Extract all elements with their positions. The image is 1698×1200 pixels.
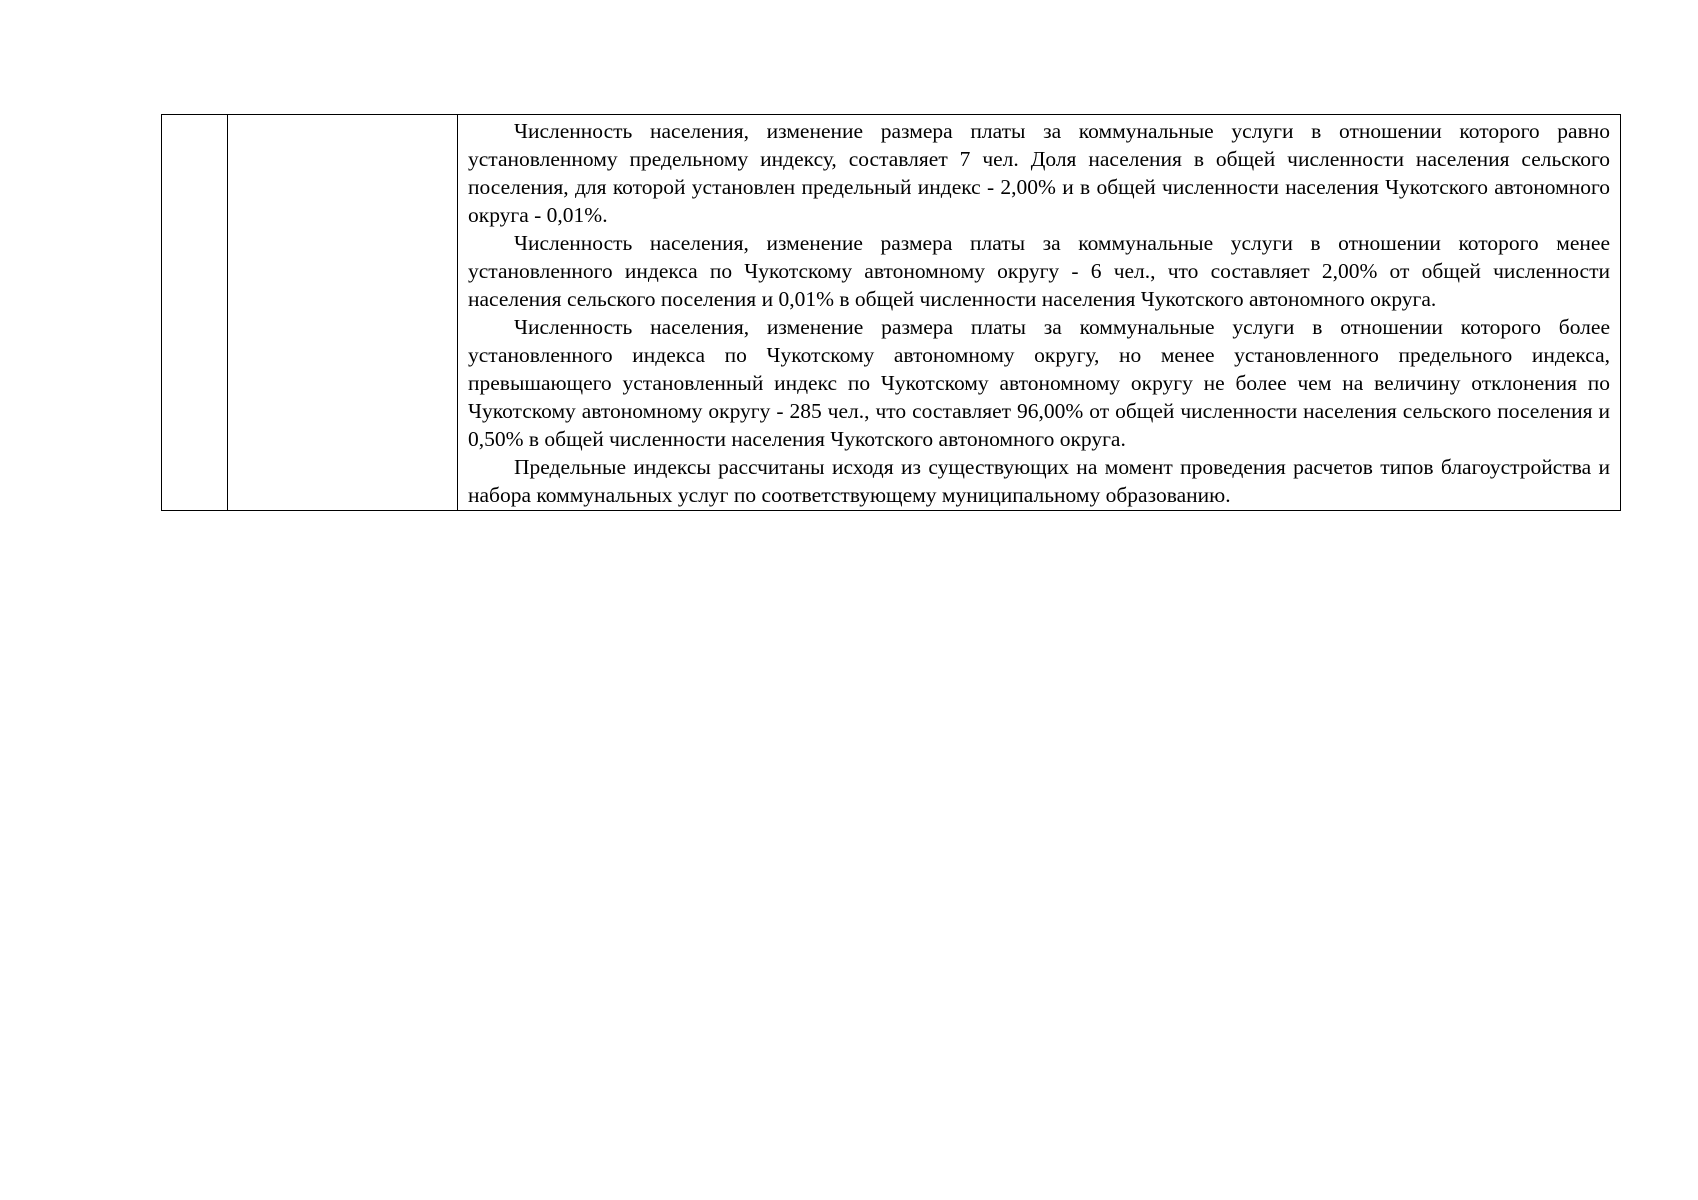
row-number-cell	[162, 115, 228, 511]
paragraph-index-basis: Предельные индексы рассчитаны исходя из существующих на момент проведения расчетов типов благоустройства и набора коммунальных услуг по соответствующему муниципальному образованию.	[468, 455, 1610, 507]
row-name-cell	[228, 115, 458, 511]
paragraph-above-index: Численность населения, изменение размера платы за коммунальные услуги в отношении которого более установленного индекса по Чукотскому автономному округу, но менее установленного предельного индекса, превышающего установленный индекс по Чукотскому автономному округу не более чем на величину отклонения по Чукотскому автономному округу - 285 чел., что составляет 96,00% от общей численности населения сельского поселения и 0,50% в общей численности населения Чукотского автономного округа.	[468, 315, 1610, 451]
paragraph-below-index: Численность населения, изменение размера платы за коммунальные услуги в отношении которого менее установленного индекса по Чукотскому автономному округу - 6 чел., что составляет 2,00% от общей численности населения сельского поселения и 0,01% в общей численности населения Чукотского автономного округа.	[468, 231, 1610, 311]
row-text-cell	[458, 115, 1621, 511]
document-table	[161, 114, 1621, 511]
paragraph-equal-index: Численность населения, изменение размера платы за коммунальные услуги в отношении которого равно установленному предельному индексу, составляет 7 чел. Доля населения в общей численности населения сельского поселения, для которой установлен предельный индекс - 2,00% и в общей численности населения Чукотского автономного округа - 0,01%.	[468, 119, 1610, 227]
table-row	[162, 115, 1621, 511]
